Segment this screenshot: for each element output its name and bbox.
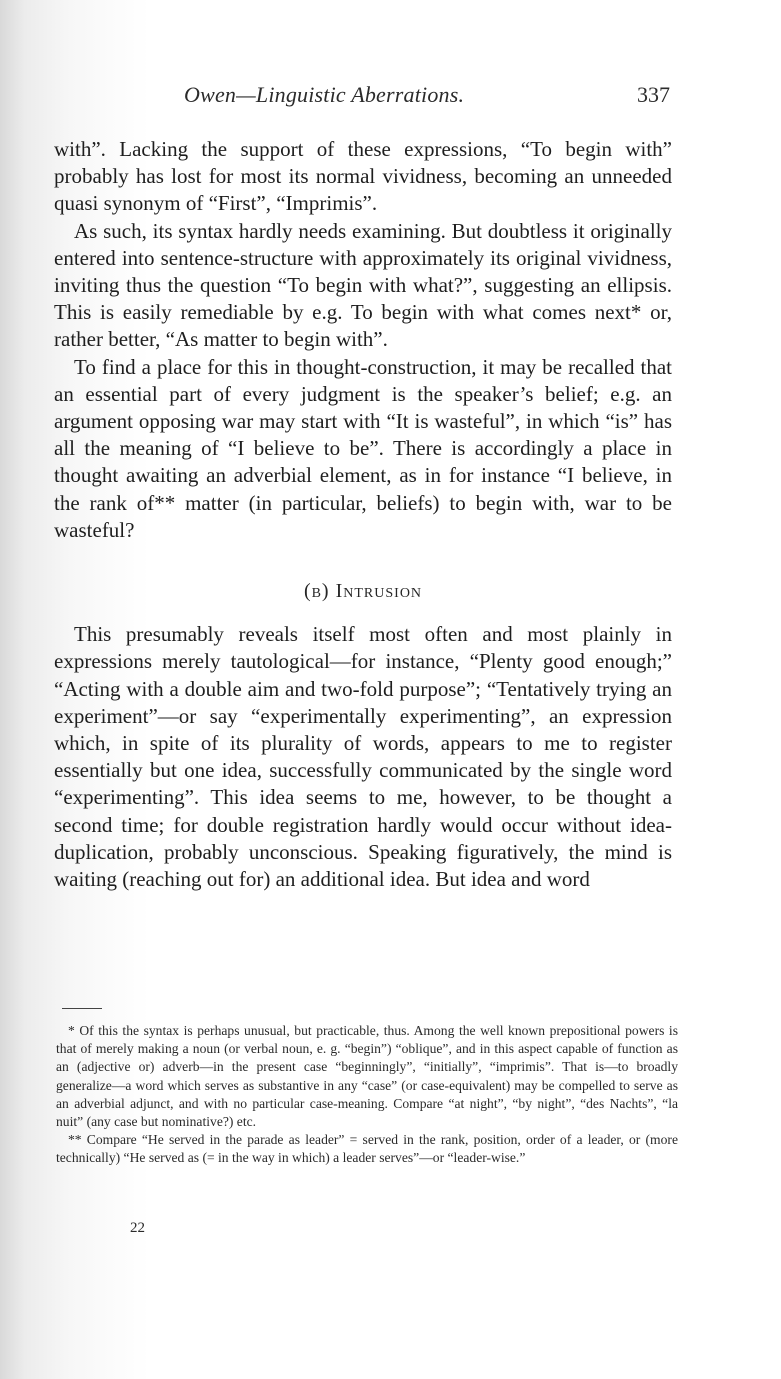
footnote: * Of this the syntax is perhaps unusual, but practicable, thus. Among the well known prepositional powers is that of merely making a noun (or verbal noun, e. g. “begin”) “oblique”, and in this aspect capable of function as an (adjective or) adverb—in the present case “beginningly”, “initially”, “imprimis”. That is—to broadly generalize—a word which serves as substantive in any “case” (or case-equivalent) may be compelled to serve as an adverbial adjunct, and with no particular case-meaning. Compare “at night”, “by night”, “des Nachts”, “la nuit” (any case but nominative?) etc. — [56, 1023, 678, 1130]
paragraph: This presumably reveals itself most often and most plainly in expressions merely tautological—for instance, “Plenty good enough;” “Acting with a double aim and two-fold purpose”; “Tentatively trying an experiment”—or say “experimentally experimenting”, an expression which, in spite of its plurality of words, appears to me to register essentially but one idea, successfully communicated by the single word “experimenting”. This idea seems to me, however, to be thought a second time; for double registration hardly would occur without idea-duplication, probably unconscious. Speaking figuratively, the mind is waiting (reaching out for) an additional idea. But idea and word — [54, 622, 672, 892]
body-text — [54, 136, 672, 893]
footnote-rule — [62, 1008, 102, 1009]
footnotes — [56, 1022, 678, 1168]
section-heading: (b) Intrusion — [303, 580, 423, 603]
paragraph: with”. Lacking the support of these expressions, “To begin with” probably has lost for most its normal vividness, becoming an unneeded quasi synonym of “First”, “Imprimis”. — [54, 137, 672, 216]
signature-mark: 22 — [130, 1220, 145, 1236]
footnote: ** Compare “He served in the parade as leader” = served in the rank, position, order of a leader, or (more technically) “He served as (= in the way in which) a leader serves”—or “leader-wise.” — [56, 1132, 678, 1166]
running-head: Owen—Linguistic Aberrations. — [184, 82, 465, 107]
paragraph: As such, its syntax hardly needs examining. But doubtless it originally entered into sentence-structure with approximately its original vividness, inviting thus the question “To begin with what?”, suggesting an ellipsis. This is easily remediable by e.g. To begin with what comes next* or, rather better, “As matter to begin with”. — [54, 218, 672, 352]
page-number: 337 — [637, 82, 670, 107]
paragraph: To find a place for this in thought-construction, it may be recalled that an essential part of every judgment is the speaker’s belief; e.g. an argument opposing war may start with “It is wasteful”, in which “is” has all the meaning of “I believe to be”. There is accordingly a place in thought awaiting an adverbial element, as in for instance “I believe, in the rank of** matter (in particular, beliefs) to begin with, war to be wasteful? — [54, 354, 672, 542]
page-header — [60, 82, 680, 116]
